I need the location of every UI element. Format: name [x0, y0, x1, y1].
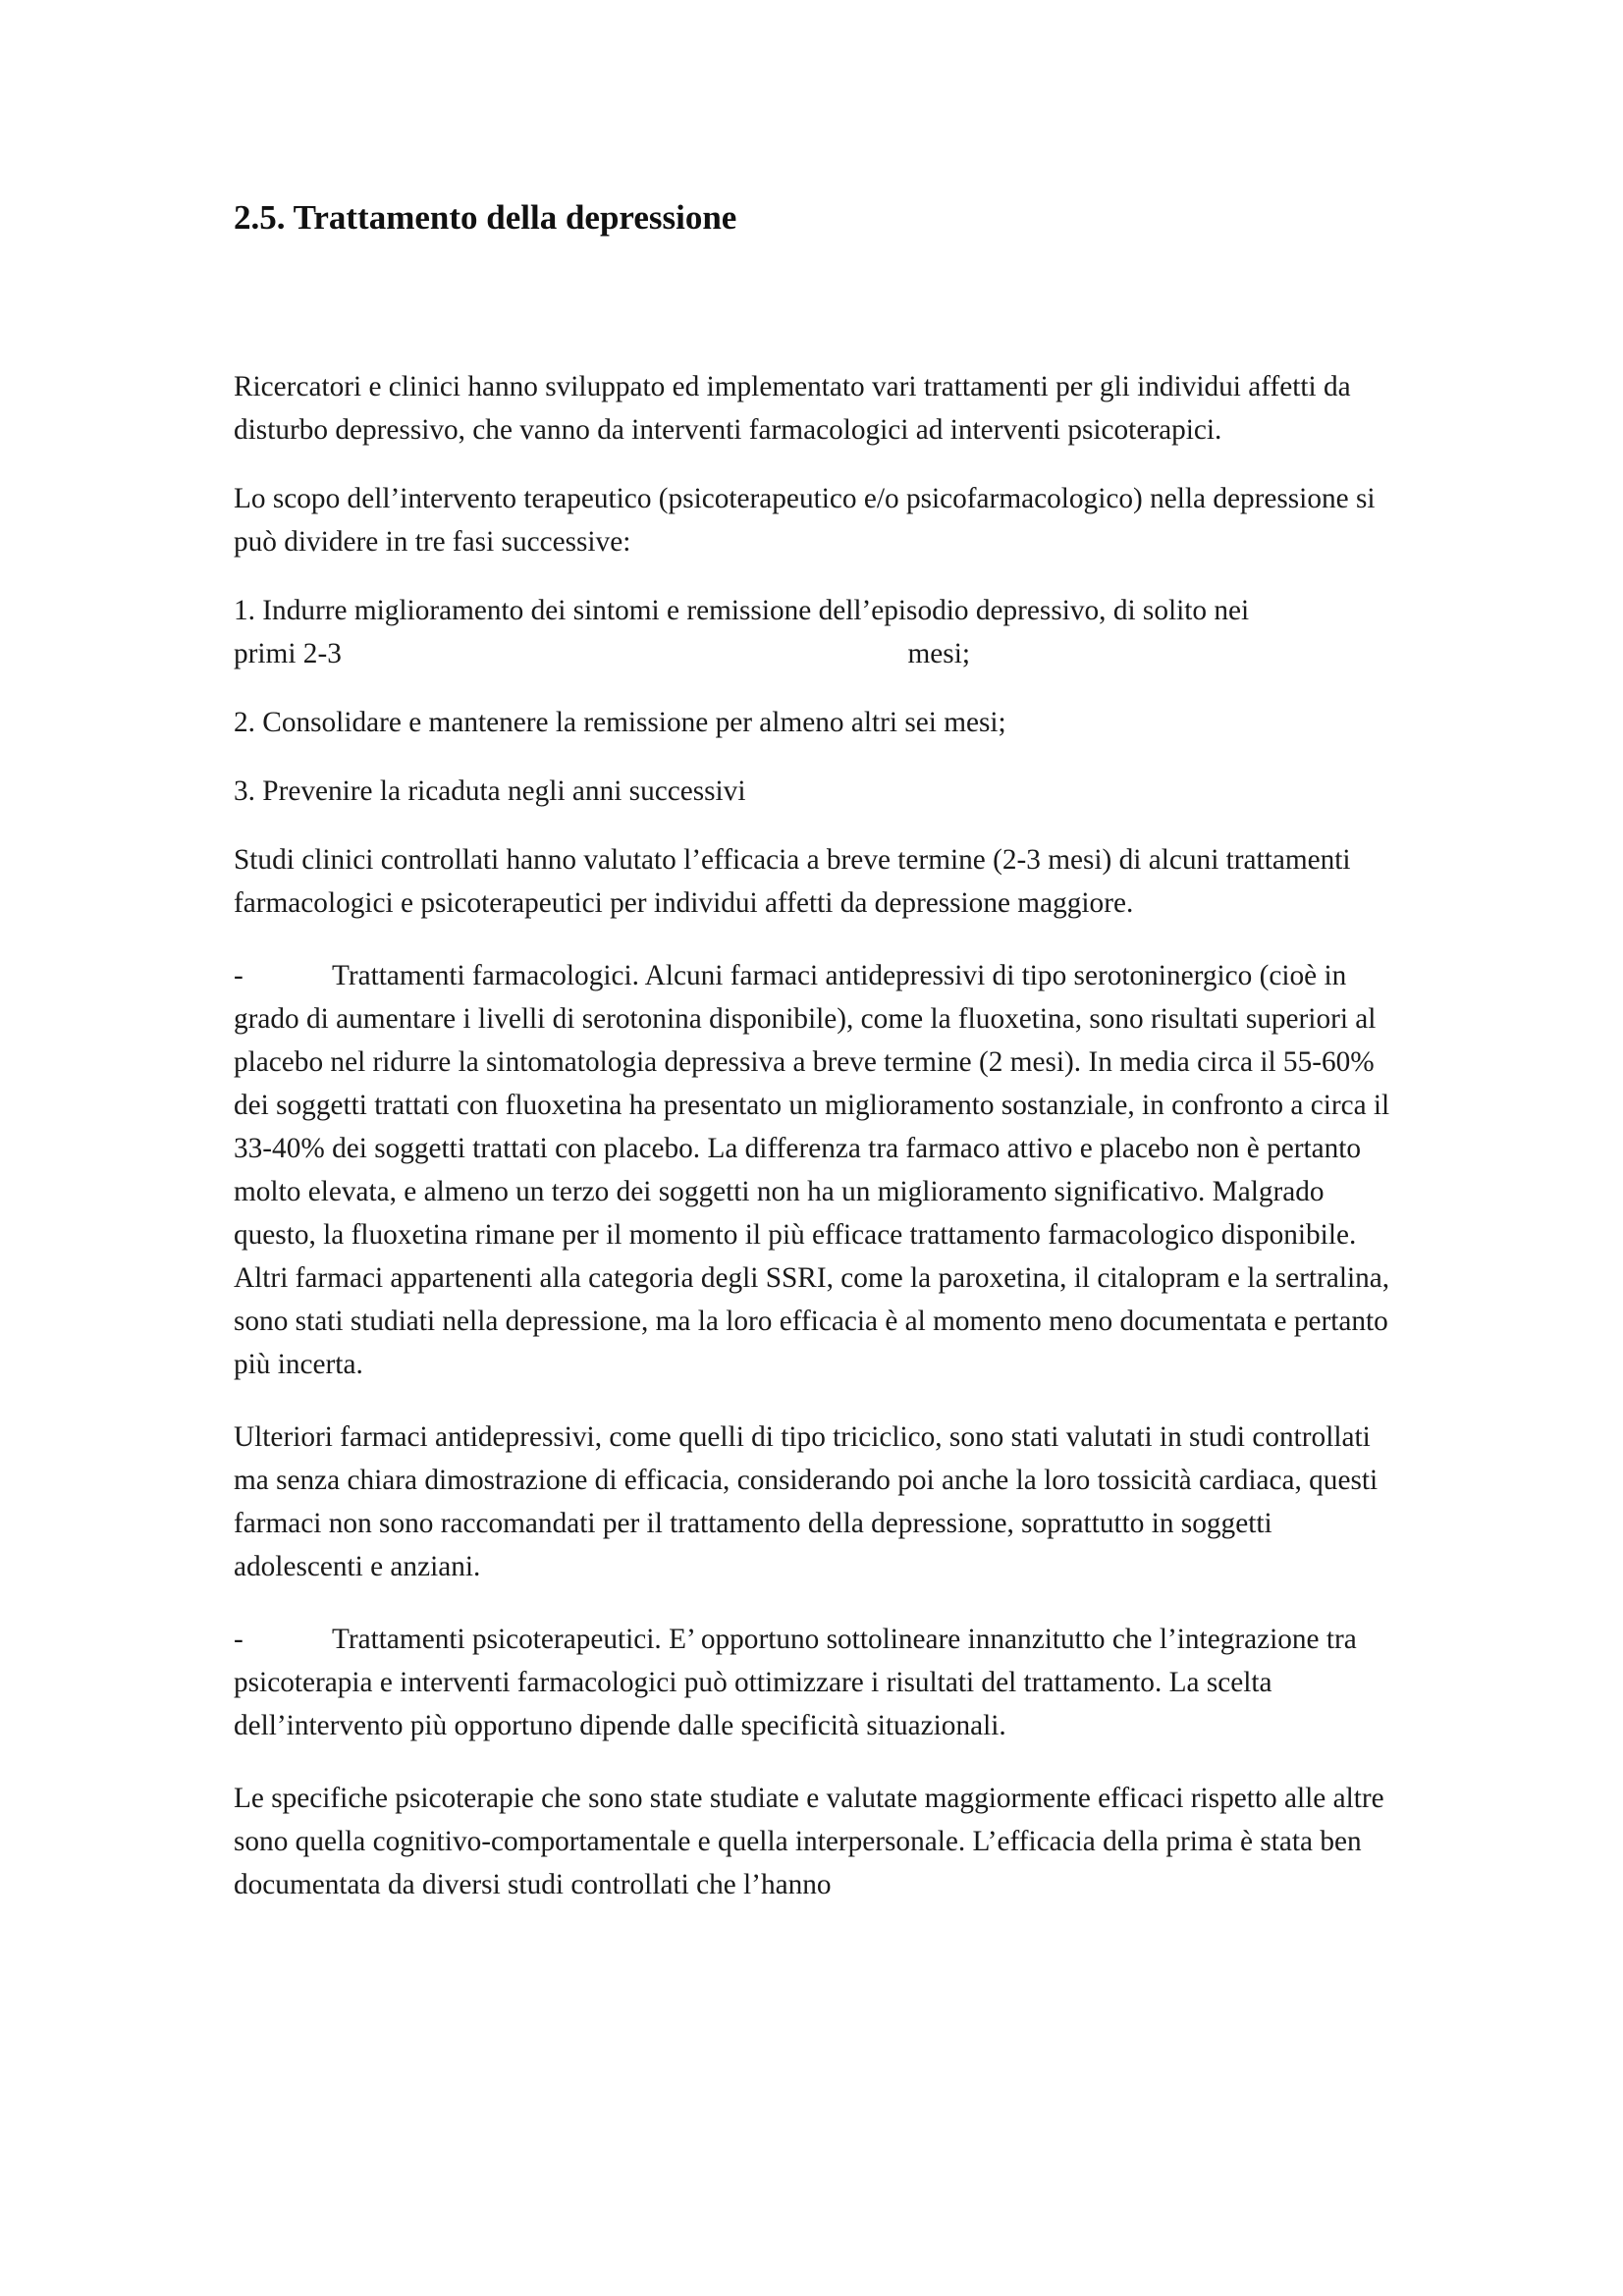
paragraph-scope: Lo scopo dell’intervento terapeutico (psicoterapeutico e/o psicofarmacologico) nella depressione si può dividere in tre fasi successive:: [234, 483, 1376, 558]
bullet-pharmacological: [234, 954, 1407, 1386]
pharmacological-text: Trattamenti farmacologici. Alcuni farmaci antidepressivi di tipo serotoninergico (cioè in grado di aumentare i livelli di serotonina disponibile), come la fluoxetina, sono risultati superiori al placebo nel ridurre la sintomatologia depressiva a breve termine (2 mesi). In media circa il 55-60% dei soggetti trattati con fluoxetina ha presentato un miglioramento sostanziale, in confronto a circa il 33-40% dei soggetti trattati con placebo. La differenza tra farmaco attivo e placebo non è pertanto molto elevata, e almeno un terzo dei soggetti non ha un miglioramento significativo. Malgrado questo, la fluoxetina rimane per il momento il più efficace trattamento farmacologico disponibile. Altri farmaci appartenenti alla categoria degli SSRI, come la paroxetina, il citalopram e la sertralina, sono stati studiati nella depressione, ma la loro efficacia è al momento meno documentata e pertanto più incerta.: [234, 960, 1390, 1380]
phase-1-line-2-left: primi 2-3: [234, 638, 342, 669]
list-item-phase-2: 2. Consolidare e mantenere la remissione per almeno altri sei mesi;: [234, 707, 1006, 738]
psychotherapeutic-text: Trattamenti psicoterapeutici. E’ opportuno sottolineare innanzitutto che l’integrazione tra psicoterapia e interventi farmacologici può ottimizzare i risultati del trattamento. La scelta dell’intervento più opportuno dipende dalle specificità situazionali.: [234, 1624, 1357, 1741]
list-item-phase-1: [234, 589, 1407, 675]
bullet-dash: -: [234, 1624, 243, 1655]
list-item-phase-3: 3. Prevenire la ricaduta negli anni successivi: [234, 775, 746, 807]
paragraph-tricyclic: Ulteriori farmaci antidepressivi, come quelli di tipo triciclico, sono stati valutati in studi controllati ma senza chiara dimostrazione di efficacia, considerando poi anche la loro tossicità cardiaca, questi farmaci non sono raccomandati per il trattamento della depressione, soprattutto in soggetti adolescenti e anziani.: [234, 1421, 1379, 1582]
phase-1-line-2-right: mesi;: [907, 638, 970, 669]
paragraph-studies: Studi clinici controllati hanno valutato l’efficacia a breve termine (2-3 mesi) di alcuni trattamenti farmacologici e psicoterapeutici per individui affetti da depressione maggiore.: [234, 844, 1351, 919]
paragraph-specific-therapies: Le specifiche psicoterapie che sono state studiate e valutate maggiormente efficaci rispetto alle altre sono quella cognitivo-comportamentale e quella interpersonale. L’efficacia della prima è stata ben documentata da diversi studi controllati che l’hanno: [234, 1783, 1384, 1900]
section-title: 2.5. Trattamento della depressione: [234, 198, 737, 237]
bullet-psychotherapeutic: [234, 1618, 1407, 1747]
document-body: [234, 196, 1407, 1932]
paragraph-intro: Ricercatori e clinici hanno sviluppato ed implementato vari trattamenti per gli individui affetti da disturbo depressivo, che vanno da interventi farmacologici ad interventi psicoterapici.: [234, 371, 1351, 446]
bullet-dash: -: [234, 960, 243, 991]
phase-1-line-2: [234, 632, 970, 675]
phase-1-line-1: 1. Indurre miglioramento dei sintomi e remissione dell’episodio depressivo, di solito nei: [234, 595, 1250, 626]
